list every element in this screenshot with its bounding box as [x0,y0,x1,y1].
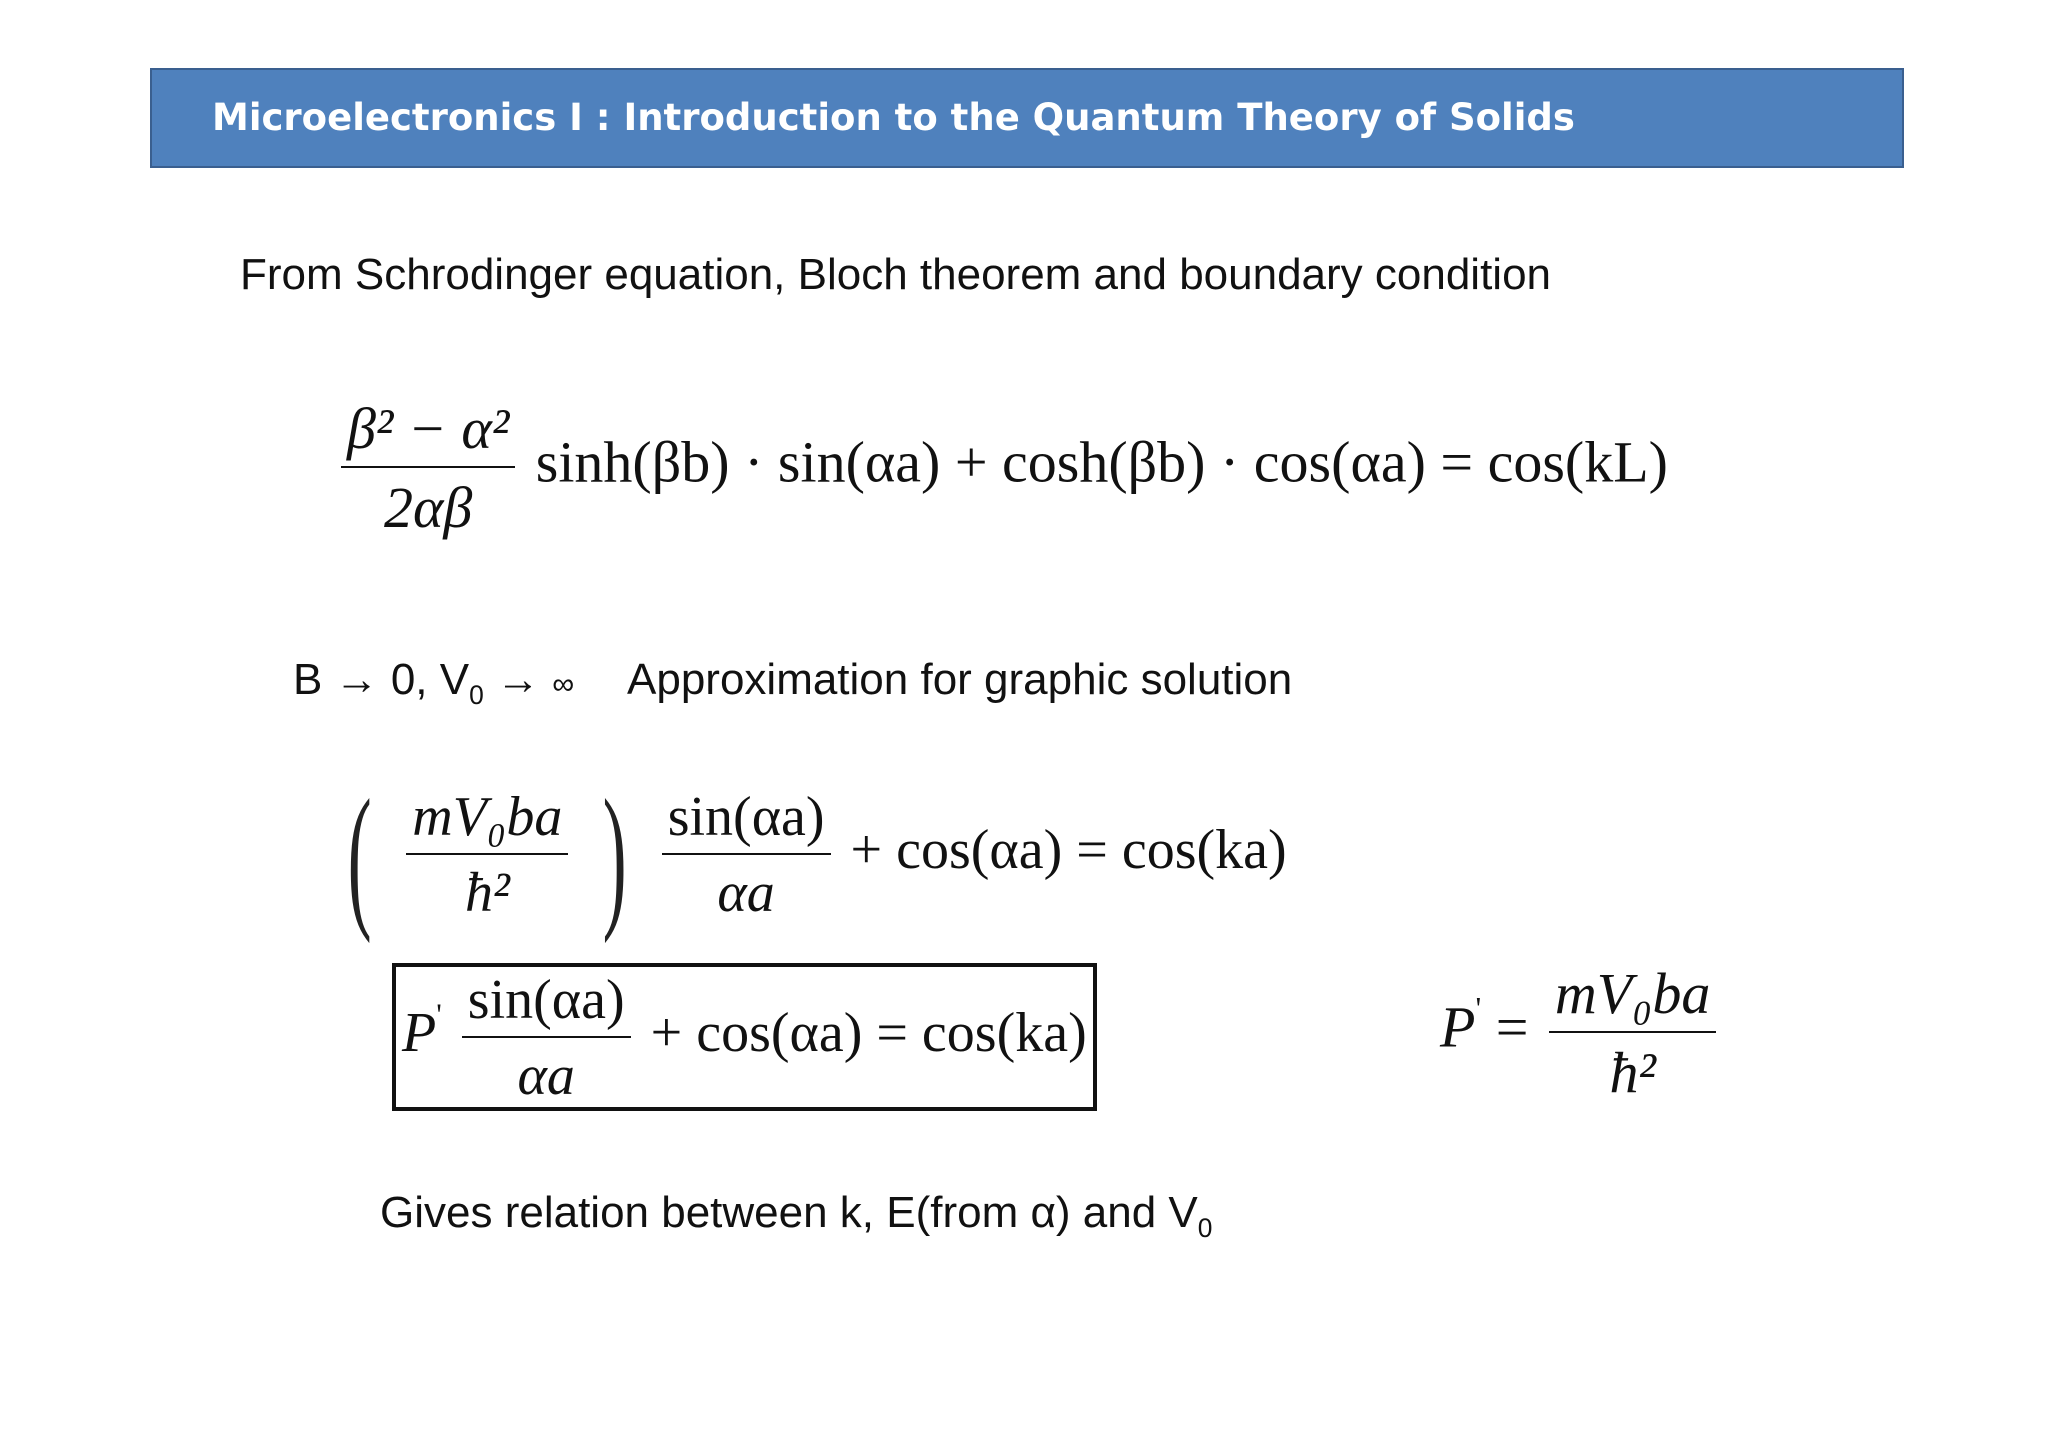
prime-mark: ' [436,997,442,1032]
v-symbol: V [439,655,470,704]
sinc-denominator: αa [717,862,775,924]
fraction-beta-alpha [341,395,515,541]
fraction-denominator: 2αβ [383,475,473,540]
zero-value: 0, [390,655,428,704]
definition-fraction [1549,960,1716,1106]
coefficient-numerator: mV₀ba [406,785,568,855]
definition-denominator: ħ² [1609,1040,1656,1105]
right-paren: ) [603,766,628,944]
v-subscript: 0 [469,679,484,710]
arrow-icon: → [496,655,541,704]
equation-rest: + cos(αa) = cos(ka) [850,818,1287,881]
result-sentence: Gives relation between k, E(from α) and V [380,1188,1198,1237]
title-bar [150,68,1904,168]
sinc-denominator: αa [517,1045,575,1107]
sinc-numerator: sin(αa) [462,968,631,1038]
limit-condition [293,655,574,711]
coefficient-fraction [406,785,568,925]
definition-numerator: mV₀ba [1549,960,1716,1033]
equation-dispersion [335,395,1668,541]
b-symbol: B [293,655,323,704]
result-text [380,1188,1212,1244]
infinity-symbol: ∞ [552,666,575,701]
equation-rest: + cos(αa) = cos(ka) [650,1001,1087,1064]
slide-title: Microelectronics I : Introduction to the Quantum Theory of Solids [212,96,1575,139]
sinc-fraction [662,785,831,925]
fraction-numerator: β² − α² [341,395,515,468]
prime-mark: ' [1475,991,1482,1027]
coefficient-denominator: ħ² [464,862,510,924]
sinc-numerator: sin(αa) [662,785,831,855]
intro-text: From Schrodinger equation, Bloch theorem and boundary condition [240,250,1552,299]
equals-sign: = [1495,994,1529,1060]
left-paren: ( [347,766,372,944]
p-prime-definition [1440,960,1722,1106]
p-symbol: P [1440,994,1476,1060]
sinc-fraction [462,968,631,1108]
arrow-icon: → [334,655,379,704]
result-subscript: 0 [1197,1212,1213,1243]
approximation-label: Approximation for graphic solution [627,655,1293,704]
equation-approximated [333,766,1287,944]
equation-rest: sinh(βb) · sin(αa) + cosh(βb) · cos(αa) = cos(kL) [535,429,1668,495]
p-symbol: P [402,1001,437,1064]
boxed-equation [402,968,1087,1108]
